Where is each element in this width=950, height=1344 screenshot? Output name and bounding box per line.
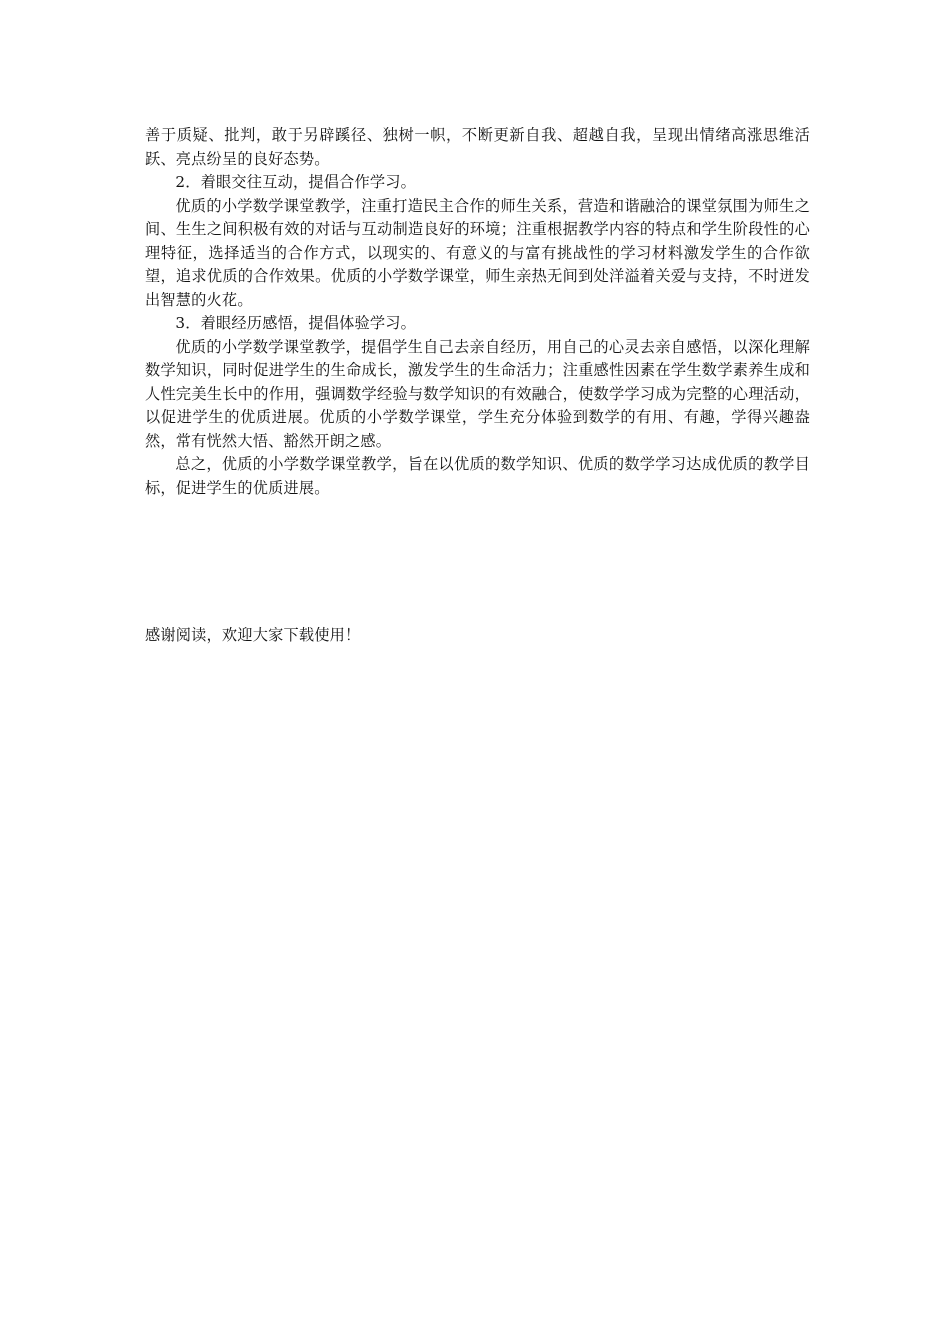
section-heading-3: 3．着眼经历感悟，提倡体验学习。 xyxy=(175,314,417,332)
paragraph-cooperative-learning: 优质的小学数学课堂教学，注重打造民主合作的师生关系，营造和谐融洽的课堂氛围为师生之间、生生之间积极有效的对话与互动制造良好的环境；注重根据教学内容的特点和学生阶段性的心理特征，选择适当的合作方式，以现实的、有意义的与富有挑战性的学习材料激发学生的合作欲望，追求优质的合作效果。优质的小学数学课堂，师生亲热无间到处洋溢着关爱与支持，不时迸发出智慧的火花。 xyxy=(145,196,810,309)
section-heading-2: 2．着眼交往互动，提倡合作学习。 xyxy=(175,173,417,191)
paragraph-conclusion: 总之，优质的小学数学课堂教学，旨在以优质的数学知识、优质的数学学习达成优质的教学目标，促进学生的优质进展。 xyxy=(145,455,810,497)
paragraph-continuation: 善于质疑、批判，敢于另辟蹊径、独树一帜，不断更新自我、超越自我，呈现出情绪高涨思维活跃、亮点纷呈的良好态势。 xyxy=(145,126,810,168)
paragraph-experiential-learning: 优质的小学数学课堂教学，提倡学生自己去亲自经历，用自己的心灵去亲自感悟，以深化理解数学知识，同时促进学生的生命成长，激发学生的生命活力；注重感性因素在学生数学素养生成和人性完美生长中的作用，强调数学经验与数学知识的有效融合，使数学学习成为完整的心理活动，以促进学生的优质进展。优质的小学数学课堂，学生充分体验到数学的有用、有趣，学得兴趣盎然，常有恍然大悟、豁然开朗之感。 xyxy=(145,337,810,450)
document-body xyxy=(145,124,810,500)
closing-note: 感谢阅读，欢迎大家下载使用！ xyxy=(145,626,361,644)
